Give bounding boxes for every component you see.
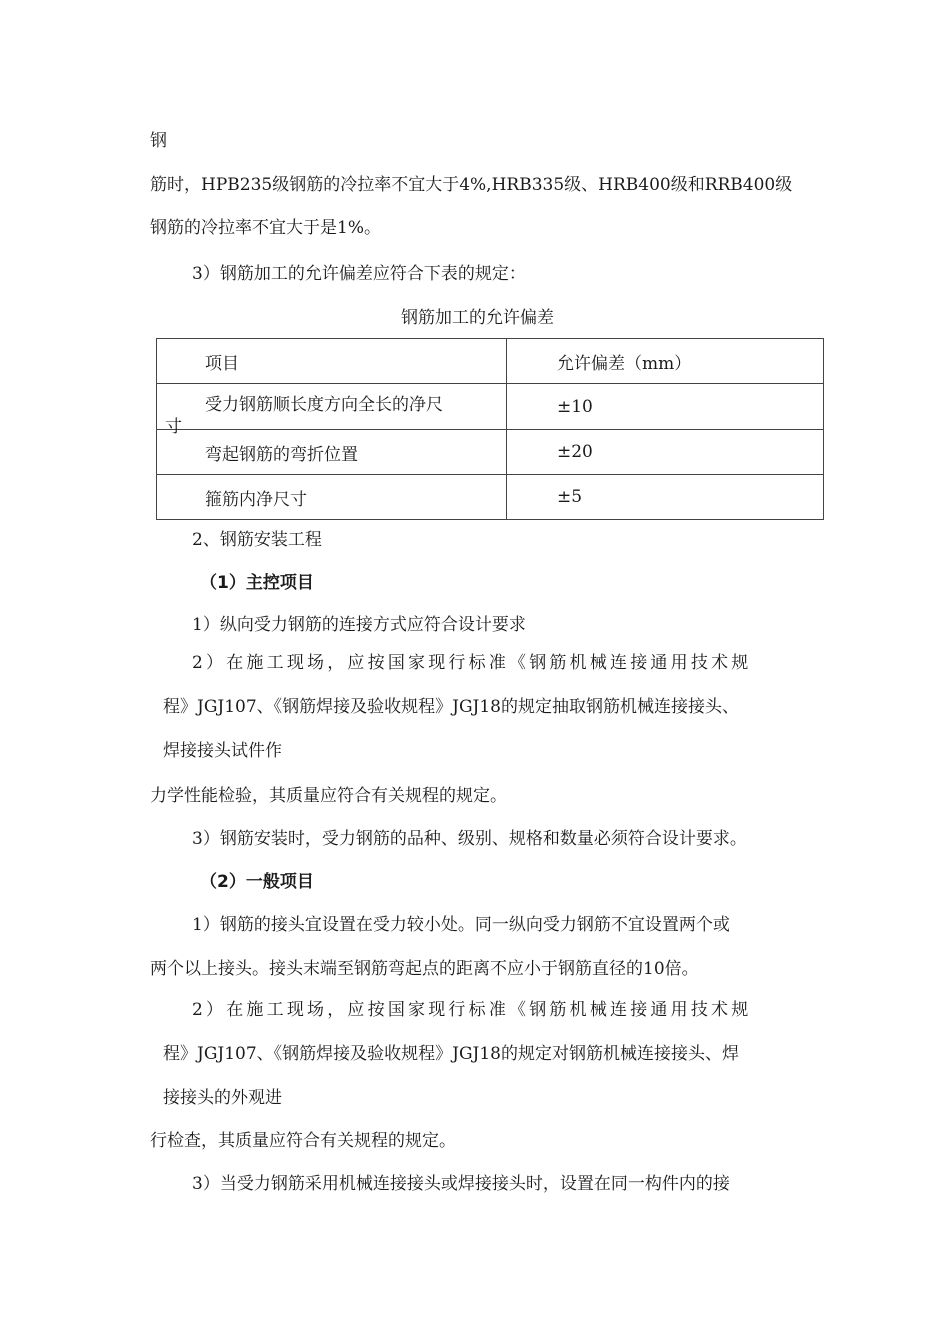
paragraph-line: 2）在施工现场，应按国家现行标准《钢筋机械连接通用技术规 [192, 1000, 752, 1020]
paragraph-line: 3）钢筋加工的允许偏差应符合下表的规定： [192, 264, 526, 284]
paragraph-line: 2）在施工现场，应按国家现行标准《钢筋机械连接通用技术规 [192, 653, 752, 673]
paragraph-line: 1）钢筋的接头宜设置在受力较小处。同一纵向受力钢筋不宜设置两个或 [192, 915, 730, 935]
paragraph-line: 1）纵向受力钢筋的连接方式应符合设计要求 [192, 615, 526, 635]
paragraph-line: 行检查，其质量应符合有关规程的规定。 [150, 1131, 456, 1151]
table-header-item: 项目 [157, 339, 507, 384]
table-cell-item [157, 384, 507, 437]
table-header-tolerance: 允许偏差（mm） [507, 339, 824, 384]
table-cell-item-line1: 受力钢筋顺长度方向全长的净尺 [205, 395, 443, 415]
table-cell-tolerance: ±5 [507, 475, 824, 520]
table-cell-item: 弯起钢筋的弯折位置 [157, 430, 507, 475]
paragraph-line: 程》JGJ107、《钢筋焊接及验收规程》JGJ18的规定抽取钢筋机械连接接头、 [163, 697, 739, 717]
table-header-row [157, 339, 824, 384]
subsection-heading: （2）一般项目 [200, 872, 314, 892]
table-row [157, 384, 824, 430]
table-cell-tolerance: ±20 [507, 430, 824, 475]
table-cell-tolerance: ±10 [507, 384, 824, 430]
paragraph-line: 钢筋的冷拉率不宜大于是1%。 [150, 218, 381, 238]
paragraph-line: 程》JGJ107、《钢筋焊接及验收规程》JGJ18的规定对钢筋机械连接接头、焊 [163, 1044, 739, 1064]
section-heading: 2、钢筋安装工程 [192, 530, 322, 550]
paragraph-line: 焊接接头试件作 [163, 741, 282, 761]
paragraph-line: 两个以上接头。接头末端至钢筋弯起点的距离不应小于钢筋直径的10倍。 [150, 959, 699, 979]
tolerance-table [156, 338, 824, 520]
table-row [157, 430, 824, 475]
table-cell-item: 箍筋内净尺寸 [157, 475, 507, 520]
paragraph-line: 3）钢筋安装时，受力钢筋的品种、级别、规格和数量必须符合设计要求。 [192, 829, 747, 849]
paragraph-line: 筋时，HPB235级钢筋的冷拉率不宜大于4%,HRB335级、HRB400级和RRB400级 [150, 175, 793, 195]
subsection-heading: （1）主控项目 [200, 573, 314, 593]
table-row [157, 475, 824, 520]
paragraph-line: 3）当受力钢筋采用机械连接接头或焊接接头时，设置在同一构件内的接 [192, 1174, 730, 1194]
paragraph-line: 接接头的外观进 [163, 1088, 282, 1108]
table-cell-item-line2: 寸 [165, 417, 182, 437]
paragraph-line: 力学性能检验，其质量应符合有关规程的规定。 [150, 786, 507, 806]
paragraph-line: 钢 [150, 131, 167, 151]
table-title: 钢筋加工的允许偏差 [401, 308, 554, 328]
